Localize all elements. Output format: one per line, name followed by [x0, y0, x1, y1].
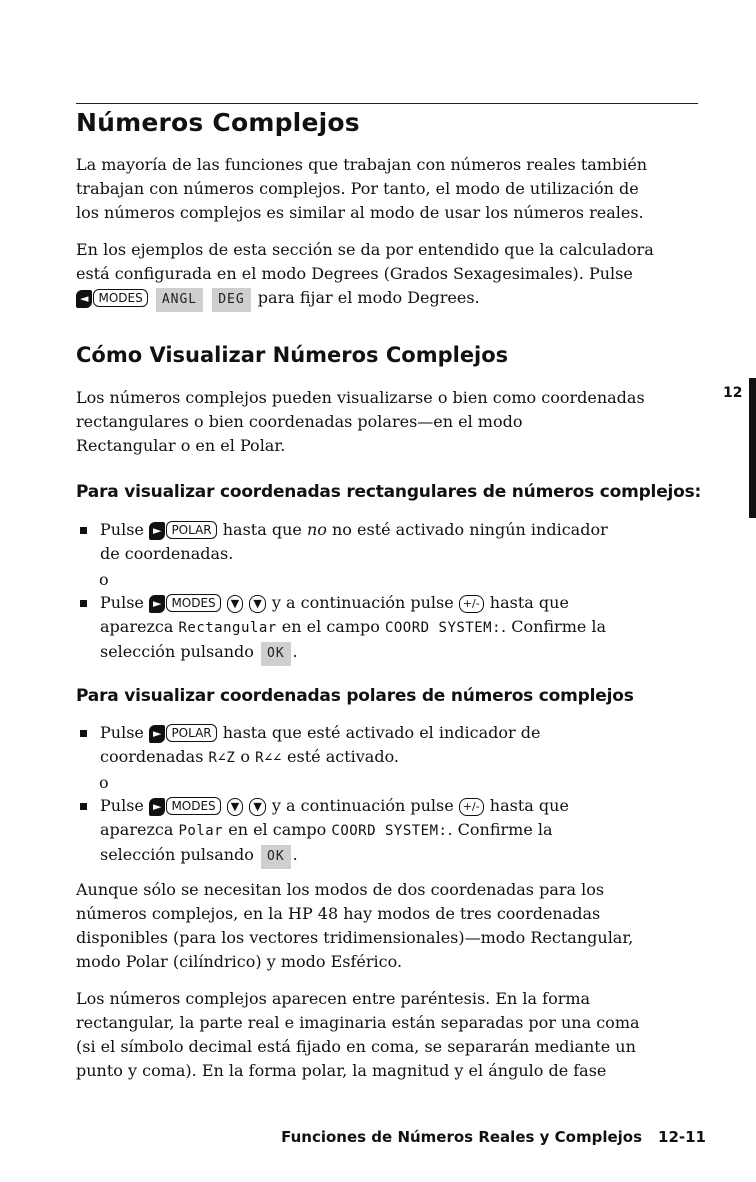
bullet-text [100, 518, 608, 566]
text-line [100, 640, 606, 666]
angl-softkey: ANGL [156, 288, 203, 312]
rect-bullet-2 [76, 591, 706, 663]
indicator-r-angle-angle: R∠∠ [255, 750, 282, 766]
text-fragment: en el campo [228, 820, 327, 839]
modes-key: MODES [166, 594, 220, 612]
text-line: Los números complejos pueden visualizarse o bien como coordenadas [76, 388, 645, 407]
display-format-paragraph [76, 987, 716, 1083]
intro-paragraph [76, 153, 716, 225]
bullet-icon [80, 527, 87, 534]
text-line: modo Polar (cilíndrico) y modo Esférico. [76, 952, 403, 971]
text-line: Rectangular o en el Polar. [76, 436, 286, 455]
text-line: de coordenadas. [100, 544, 234, 563]
text-line [100, 818, 569, 843]
coord-system-field: COORD SYSTEM: [331, 823, 448, 839]
bullet-icon [80, 600, 87, 607]
text-fragment: . Confirme la [501, 617, 607, 636]
section-paragraph [76, 386, 716, 458]
plus-minus-key: +/- [459, 595, 484, 613]
text-fragment: no esté activado ningún indicador [331, 520, 608, 539]
text-line: trabajan con números complejos. Por tanto, el modo de utilización de [76, 179, 639, 198]
setup-tail: para fijar el modo Degrees. [257, 288, 480, 307]
text-line: disponibles (para los vectores tridimensionales)—modo Rectangular, [76, 928, 634, 947]
text-fragment: . [292, 642, 298, 661]
text-line: está configurada en el modo Degrees (Grados Sexagesimales). Pulse [76, 264, 633, 283]
text-line: Aunque sólo se necesitan los modos de dos coordenadas para los [76, 880, 605, 899]
keystroke-line [100, 721, 540, 745]
mode-name: Rectangular [178, 620, 277, 636]
polar-bullet-2 [76, 794, 706, 866]
plus-minus-key: +/- [459, 798, 484, 816]
keystroke-line [100, 794, 569, 818]
no-emphasis: no [306, 520, 327, 539]
header-rule [76, 103, 698, 104]
or-separator: o [99, 570, 109, 589]
text-fragment: hasta que esté activado el indicador de [222, 723, 541, 742]
ok-softkey: OK [261, 845, 291, 869]
modes-key: MODES [93, 289, 147, 307]
down-arrow-key: ▼ [249, 798, 265, 816]
indicator-rz: R∠Z [208, 750, 236, 766]
text-line: punto y coma). En la forma polar, la magnitud y el ángulo de fase [76, 1061, 607, 1080]
rect-bullet-1 [76, 518, 706, 566]
bullet-text [100, 591, 606, 666]
chapter-tab-number: 12 [723, 385, 743, 401]
mode-name: Polar [178, 823, 224, 839]
coord-system-field: COORD SYSTEM: [384, 620, 502, 636]
text-fragment: esté activado. [287, 747, 399, 766]
deg-softkey: DEG [212, 288, 250, 312]
keystroke-line [100, 518, 608, 542]
modes-key: MODES [166, 797, 220, 815]
text-line: rectangular, la parte real e imaginaria están separadas por una coma [76, 1013, 640, 1032]
pulse-label: Pulse [100, 723, 144, 742]
right-shift-key: ► [149, 595, 165, 613]
text-fragment: o [240, 747, 251, 766]
text-line: (si el símbolo decimal está fijado en coma, se separarán mediante un [76, 1037, 636, 1056]
text-fragment: coordenadas [100, 747, 204, 766]
polar-key: POLAR [166, 521, 216, 539]
page-number: 12-11 [658, 1128, 706, 1146]
section-heading: Cómo Visualizar Números Complejos [76, 343, 509, 367]
bullet-text [100, 794, 569, 869]
right-shift-key: ► [149, 798, 165, 816]
polar-key: POLAR [166, 724, 216, 742]
polar-bullet-1 [76, 721, 706, 769]
page-title: Números Complejos [76, 108, 360, 137]
text-fragment: y a continuación pulse [271, 796, 454, 815]
polar-heading: Para visualizar coordenadas polares de números complejos [76, 686, 634, 706]
bullet-text [100, 721, 540, 770]
down-arrow-key: ▼ [249, 595, 265, 613]
text-line: En los ejemplos de esta sección se da por entendido que la calculadora [76, 240, 654, 259]
or-separator: o [99, 773, 109, 792]
bullet-icon [80, 730, 87, 737]
chapter-tab-marker [749, 378, 756, 518]
text-line [100, 615, 606, 640]
right-shift-key: ► [149, 522, 165, 540]
footer-title: Funciones de Números Reales y Complejos [281, 1128, 643, 1146]
text-line: La mayoría de las funciones que trabajan con números reales también [76, 155, 648, 174]
page-footer [281, 1128, 706, 1146]
pulse-label: Pulse [100, 593, 144, 612]
keystroke-line [76, 286, 716, 312]
text-fragment: hasta que [489, 593, 569, 612]
setup-paragraph [76, 238, 716, 312]
text-line [100, 745, 540, 770]
text-line: los números complejos es similar al modo de usar los números reales. [76, 203, 644, 222]
left-shift-key: ◄ [76, 290, 92, 308]
text-fragment: . Confirme la [447, 820, 553, 839]
ok-softkey: OK [261, 642, 291, 666]
text-fragment: . [292, 845, 298, 864]
text-fragment: en el campo [281, 617, 380, 636]
text-line [100, 843, 569, 869]
text-fragment: aparezca [100, 617, 174, 636]
rect-heading: Para visualizar coordenadas rectangulares de números complejos: [76, 482, 702, 502]
down-arrow-key: ▼ [227, 798, 243, 816]
pulse-label: Pulse [100, 520, 144, 539]
text-fragment: hasta que [489, 796, 569, 815]
coordinate-modes-paragraph [76, 878, 716, 974]
text-fragment: selección pulsando [100, 845, 254, 864]
text-line: rectangulares o bien coordenadas polares—en el modo [76, 412, 523, 431]
text-fragment: hasta que [222, 520, 302, 539]
bullet-icon [80, 803, 87, 810]
right-shift-key: ► [149, 725, 165, 743]
pulse-label: Pulse [100, 796, 144, 815]
text-fragment: aparezca [100, 820, 174, 839]
text-line: Los números complejos aparecen entre paréntesis. En la forma [76, 989, 591, 1008]
keystroke-line [100, 591, 606, 615]
text-line: números complejos, en la HP 48 hay modos de tres coordenadas [76, 904, 601, 923]
down-arrow-key: ▼ [227, 595, 243, 613]
text-fragment: y a continuación pulse [271, 593, 454, 612]
text-fragment: selección pulsando [100, 642, 254, 661]
